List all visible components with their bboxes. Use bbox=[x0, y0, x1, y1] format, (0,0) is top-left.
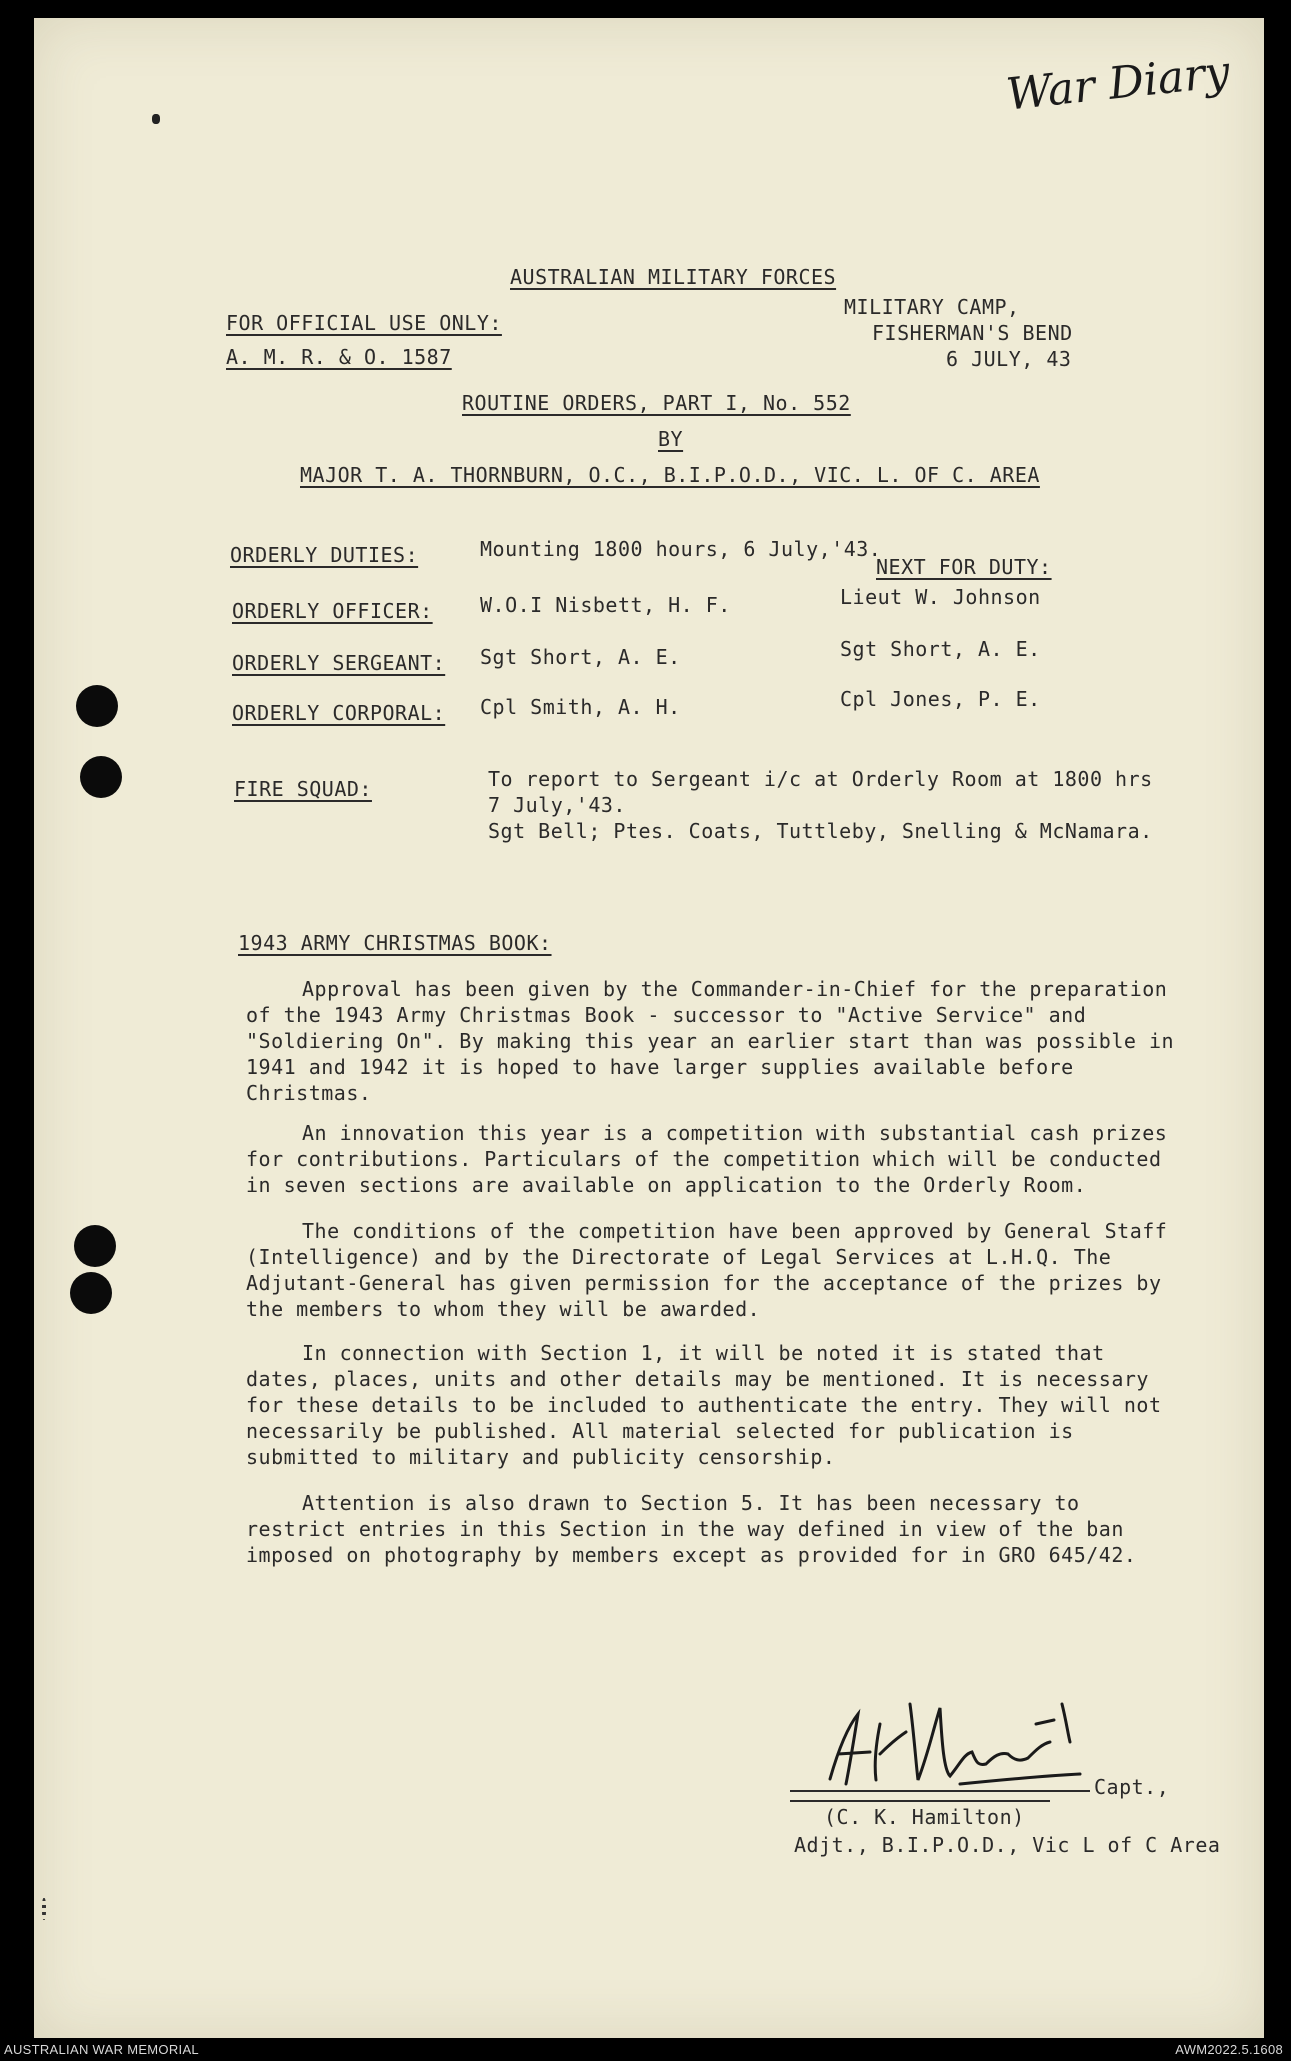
location-line-1: MILITARY CAMP, bbox=[844, 295, 1020, 319]
orderly-sergeant-label: ORDERLY SERGEANT: bbox=[232, 651, 446, 675]
fire-squad-label: FIRE SQUAD: bbox=[234, 777, 372, 801]
paragraph-3: The conditions of the competition have been approved by General Staff (Intelligence) and by the Directorate of Legal Services at L.H.Q. The Adjutant-General has given permission for the acceptance of the prizes by the members to whom they will be awarded. bbox=[246, 1219, 1168, 1321]
orderly-officer-next: Lieut W. Johnson bbox=[840, 585, 1041, 609]
next-for-duty-header: NEXT FOR DUTY: bbox=[876, 555, 1052, 579]
punch-hole-4 bbox=[70, 1272, 112, 1314]
orderly-corporal-next: Cpl Jones, P. E. bbox=[840, 687, 1041, 711]
orderly-officer-label: ORDERLY OFFICER: bbox=[232, 599, 433, 623]
fire-squad-line-2: 7 July,'43. bbox=[488, 793, 626, 817]
signature-line bbox=[790, 1790, 1090, 1792]
paragraph-1: Approval has been given by the Commander-in-Chief for the preparation of the 1943 Army Christmas Book - successor to "Active Service" and "Soldiering On". By making this year an earlier start than was possible in 1941 and 1942 it is hoped to have larger supplies available before Christmas. bbox=[246, 977, 1175, 1105]
by-label: BY bbox=[658, 427, 684, 451]
christmas-book-heading: 1943 ARMY CHRISTMAS BOOK: bbox=[238, 931, 552, 955]
paper-speck-2 bbox=[42, 1898, 46, 1920]
paragraph-4: In connection with Section 1, it will be noted it is stated that dates, places, units and other details may be mentioned. It is necessary for these details to be included to authenticate the entry. They will not necessarily be published. All material selected for publication is submitted to military and publicity censorship. bbox=[246, 1341, 1162, 1469]
signatory-name: (C. K. Hamilton) bbox=[824, 1805, 1025, 1829]
fire-squad-line-1: To report to Sergeant i/c at Orderly Room at 1800 hrs bbox=[488, 767, 1153, 791]
order-date: 6 JULY, 43 bbox=[946, 347, 1072, 371]
orderly-sergeant-current: Sgt Short, A. E. bbox=[480, 645, 681, 669]
restriction-label: FOR OFFICIAL USE ONLY: bbox=[226, 311, 502, 335]
orderly-corporal-label: ORDERLY CORPORAL: bbox=[232, 701, 446, 725]
signatory-rank: Capt., bbox=[1094, 1775, 1170, 1799]
punch-hole-3 bbox=[74, 1225, 116, 1267]
location-line-2: FISHERMAN'S BEND bbox=[872, 321, 1073, 345]
signatory-appointment: Adjt., B.I.P.O.D., Vic L of C Area bbox=[794, 1833, 1221, 1857]
punch-hole-1 bbox=[76, 685, 118, 727]
force-heading: AUSTRALIAN MILITARY FORCES bbox=[510, 265, 837, 289]
orderly-duties-label: ORDERLY DUTIES: bbox=[230, 543, 419, 567]
handwritten-signature bbox=[810, 1684, 1110, 1804]
name-underline bbox=[790, 1800, 1050, 1802]
reference-number: A. M. R. & O. 1587 bbox=[226, 345, 452, 369]
orderly-corporal-current: Cpl Smith, A. H. bbox=[480, 695, 681, 719]
issuing-officer: MAJOR T. A. THORNBURN, O.C., B.I.P.O.D., VIC. L. OF C. AREA bbox=[300, 463, 1040, 487]
orderly-sergeant-next: Sgt Short, A. E. bbox=[840, 637, 1041, 661]
document-page bbox=[34, 18, 1264, 2038]
paragraph-5: Attention is also drawn to Section 5. It has been necessary to restrict entries in this Section in the way defined in view of the ban imposed on photography by members except as provided for in GRO 645/42. bbox=[246, 1491, 1137, 1567]
paragraph-2: An innovation this year is a competition with substantial cash prizes for contributions. Particulars of the competition which will be conducted in seven sections are available on application to the Orderly Room. bbox=[246, 1121, 1168, 1197]
mounting-time: Mounting 1800 hours, 6 July,'43. bbox=[480, 537, 882, 561]
routine-orders-title: ROUTINE ORDERS, PART I, No. 552 bbox=[462, 391, 851, 415]
footer-left: AUSTRALIAN WAR MEMORIAL bbox=[4, 2042, 199, 2057]
fire-squad-line-3: Sgt Bell; Ptes. Coats, Tuttleby, Snelling & McNamara. bbox=[488, 819, 1153, 843]
war-diary-annotation: War Diary bbox=[1003, 46, 1233, 121]
orderly-officer-current: W.O.I Nisbett, H. F. bbox=[480, 593, 731, 617]
punch-hole-2 bbox=[80, 756, 122, 798]
footer-right: AWM2022.5.1608 bbox=[1175, 2042, 1283, 2057]
paper-speck bbox=[152, 114, 160, 124]
